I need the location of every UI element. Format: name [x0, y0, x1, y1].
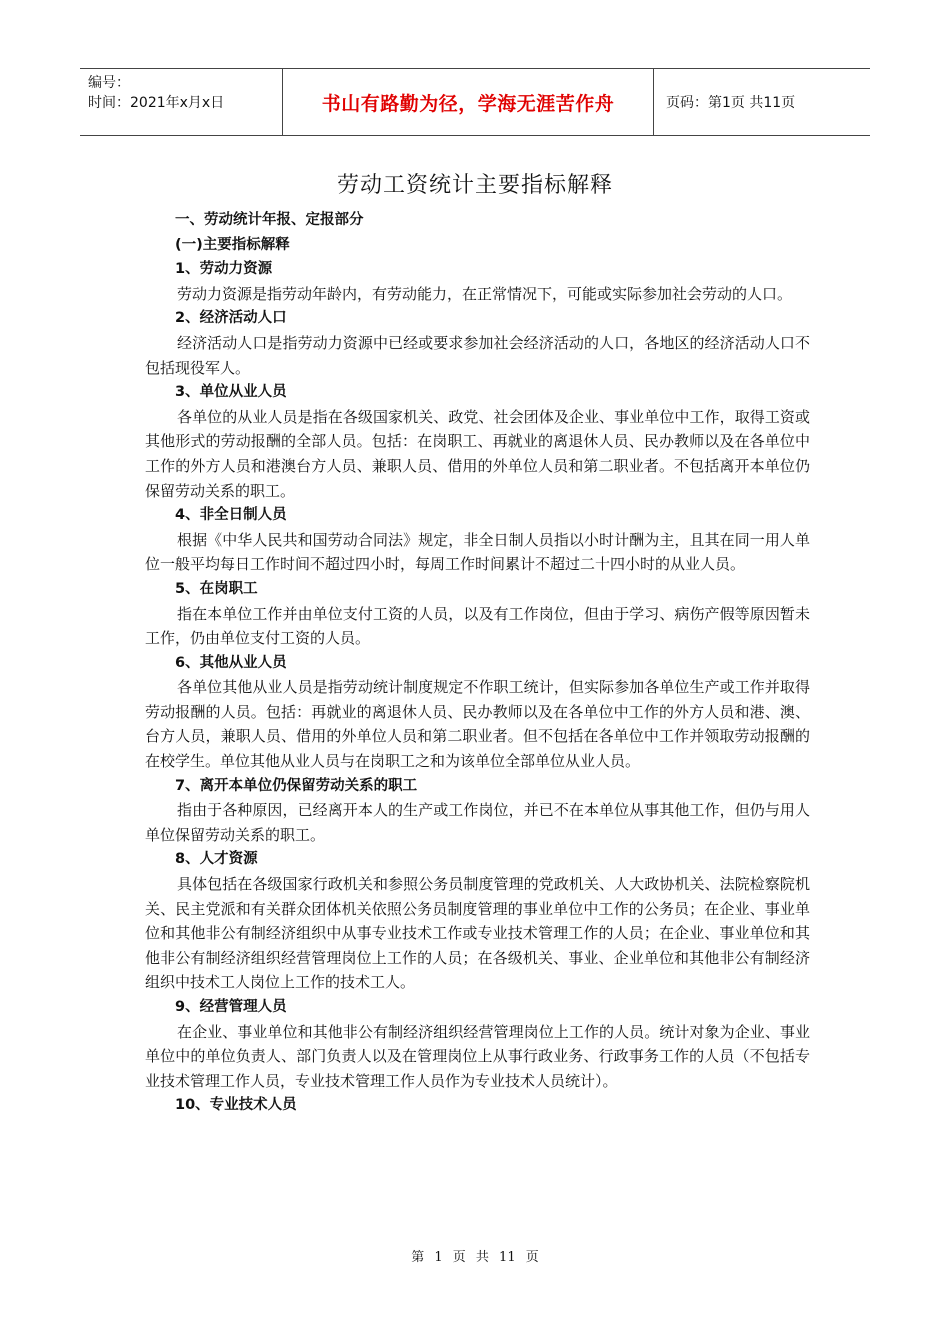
document-body — [145, 208, 810, 1118]
section-heading: 一、劳动统计年报、定报部分 — [175, 212, 364, 228]
body-paragraph: 在企业、事业单位和其他非公有制经济组织经营管理岗位上工作的人员。统计对象为企业、事业单位中的单位负责人、部门负责人以及在管理岗位上从事行政业务、行政事务工作的人员（不包括专业技术管理工作人员，专业技术管理工作人员作为专业技术人员统计）。 — [145, 1022, 810, 1090]
section-heading: 6、其他从业人员 — [175, 654, 287, 671]
section-heading: 5、在岗职工 — [175, 580, 258, 597]
section-heading: 7、离开本单位仍保留劳动关系的职工 — [175, 777, 418, 794]
section-heading: 10、专业技术人员 — [175, 1097, 297, 1114]
body-paragraph: 各单位其他从业人员是指劳动统计制度规定不作职工统计，但实际参加各单位生产或工作并取得劳动报酬的人员。包括：再就业的离退休人员、民办教师以及在各单位中工作的外方人员和港、澳、台方人员，兼职人员、借用的外单位人员和第二职业者。但不包括在各单位中工作并领取劳动报酬的在校学生。单位其他从业人员与在岗职工之和为该单位全部单位从业人员。 — [145, 678, 810, 771]
section-heading: 4、非全日制人员 — [175, 507, 287, 524]
document-number-label: 编号： — [88, 75, 130, 91]
body-paragraph: 指由于各种原因，已经离开本人的生产或工作岗位，并已不在本单位从事其他工作，但仍与用人单位保留劳动关系的职工。 — [145, 801, 810, 844]
document-title: 劳动工资统计主要指标解释 — [336, 173, 613, 198]
header-motto: 书山有路勤为径，学海无涯苦作舟 — [321, 92, 615, 115]
body-paragraph: 指在本单位工作并由单位支付工资的人员，以及有工作岗位，但由于学习、病伤产假等原因暂未工作，仍由单位支付工资的人员。 — [145, 604, 810, 648]
document-date: 时间：2021年x月x日 — [88, 95, 225, 111]
section-heading: (一)主要指标解释 — [175, 236, 290, 253]
section-heading: 9、经营管理人员 — [175, 999, 287, 1015]
section-heading: 8、人才资源 — [175, 851, 258, 868]
body-paragraph: 根据《中华人民共和国劳动合同法》规定，非全日制人员指以小时计酬为主，且其在同一用人单位一般平均每日工作时间不超过四小时，每周工作时间累计不超过二十四小时的从业人员。 — [145, 530, 810, 574]
page-header — [80, 68, 870, 136]
header-page-info: 页码：第1页 共11页 — [666, 95, 796, 111]
section-heading: 3、单位从业人员 — [175, 384, 287, 401]
body-paragraph: 劳动力资源是指劳动年龄内，有劳动能力，在正常情况下，可能或实际参加社会劳动的人口。 — [177, 284, 793, 303]
header-meta — [80, 69, 282, 135]
page-footer: 第 1 页 共 11 页 — [411, 1250, 539, 1265]
body-paragraph: 各单位的从业人员是指在各级国家机关、政党、社会团体及企业、事业单位中工作，取得工资或其他形式的劳动报酬的全部人员。包括：在岗职工、再就业的离退休人员、民办教师以及在各单位中工作的外方人员和港澳台方人员、兼职人员、借用的外单位人员和第二职业者。不包括离开本单位仍保留劳动关系的职工。 — [145, 407, 810, 500]
body-paragraph: 具体包括在各级国家行政机关和参照公务员制度管理的党政机关、人大政协机关、法院检察院机关、民主党派和有关群众团体机关依照公务员制度管理的事业单位中工作的公务员；在企业、事业单位和其他非公有制经济组织中从事专业技术工作或专业技术管理工作的人员；在企业、事业单位和其他非公有制经济组织经营管理岗位上工作的人员；在各级机关、事业、企业单位和其他非公有制经济组织中技术工人岗位上工作的技术工人。 — [145, 875, 810, 992]
body-paragraph: 经济活动人口是指劳动力资源中已经或要求参加社会经济活动的人口，各地区的经济活动人口不包括现役军人。 — [145, 333, 810, 377]
header-motto-cell — [282, 69, 654, 135]
section-heading: 2、经济活动人口 — [175, 310, 287, 327]
section-heading: 1、劳动力资源 — [175, 261, 273, 278]
